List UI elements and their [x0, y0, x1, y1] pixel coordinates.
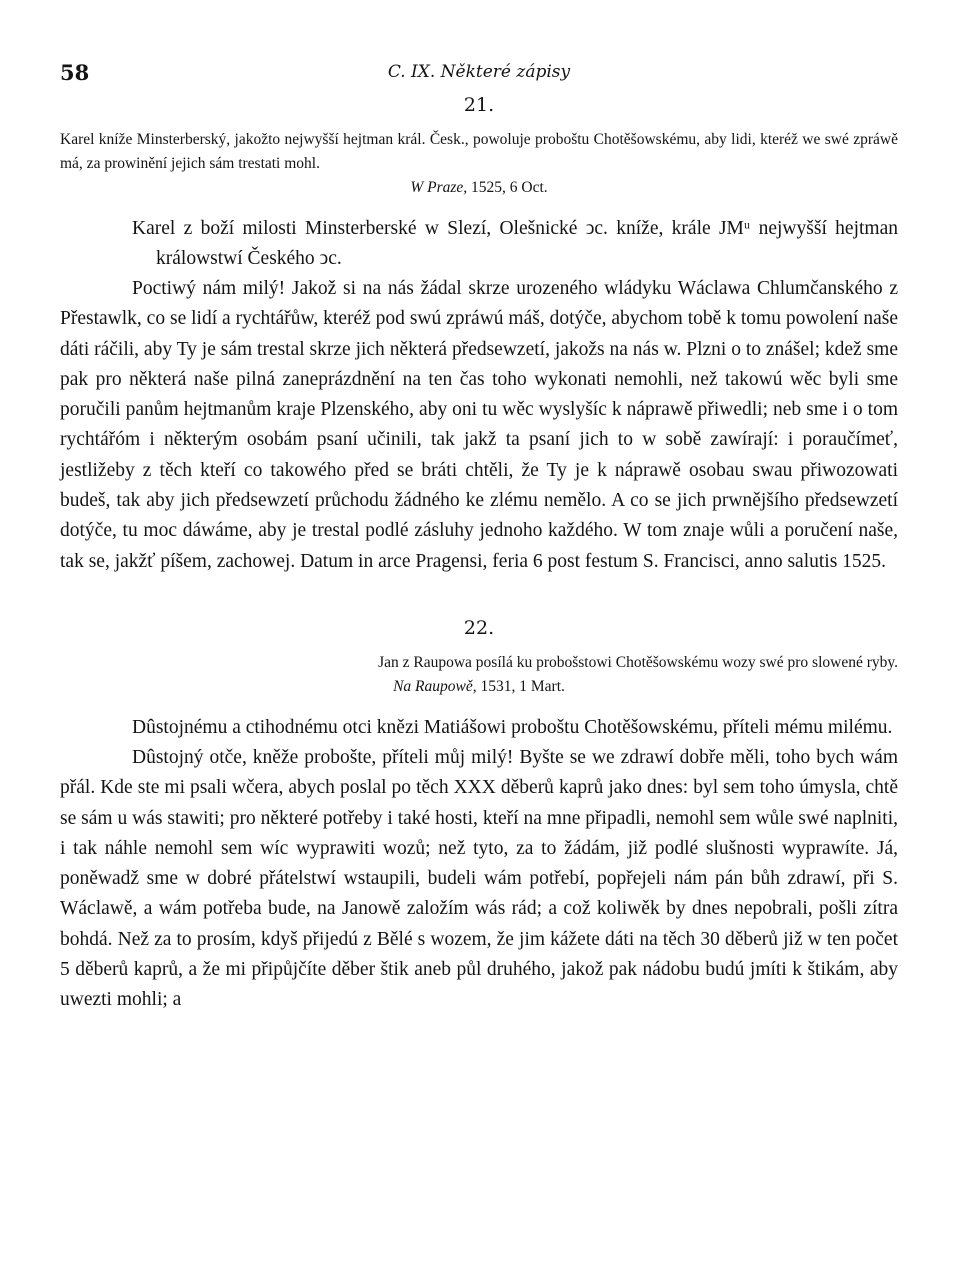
- document-dateline: [60, 176, 898, 200]
- date-place: W Praze,: [410, 179, 468, 196]
- document-summary: Jan z Raupowa posílá ku probošstowi Chotěšowskému wozy swé pro slowené ryby.: [378, 653, 898, 671]
- document-address: Karel z boží milosti Minsterberské w Slezí, Olešnické ͻc. kníže, krále JMᵘ nejwyšší hejtman králowstwí Českého ͻc.: [132, 218, 898, 269]
- document-dateline: [60, 675, 898, 699]
- document-number: 21.: [463, 94, 495, 116]
- document-body: Poctiwý nám milý! Jakož si na nás žádal skrze urozeného wládyku Wáclawa Chlumčanského z Přestawlk, co se lidí a rychtářůw, kteréž pod swú zpráwú máš, dotýče, abychom tobě k tomu powolení naše dáti ráčili, aby Ty je sám trestal skrze jich některá předsewzetí, jakožs na nás w. Plzni o to znášel; kdež sme pak pro některá naše pilná zaneprázdnění na ten čas toho wykonati nemohli, než takowú wěc byli sme poručili panům hejtmanům kraje Plzenského, aby oni tu wěc wyslyšíc k náprawě přiwedli; neb sme i o tom rychtářóm i některým osobám psaní učinili, tak jakž ta psaní jich to w sobě zawírají: i poraučímeť, jestližeby z těch kteří co takowého před se bráti chtěli, že Ty je k náprawě osobau swau přiwozowati budeš, tak aby jich předsewzetí průchodu žádného ke zlému nemělo. A co se jich prwnějšího předsewzetí dotýče, tu moc dáwáme, aby je trestal podlé zásluhy jednoho každého. W tom znaje wůli a poručení naše, tak se, jakžť píšem, zachowej. Datum in arce Pragensi, feria 6 post festum S. Francisci, anno salutis 1525.: [60, 278, 898, 572]
- page: [60, 58, 898, 1016]
- date-place: Na Raupowě,: [393, 677, 477, 695]
- document-21: [60, 94, 898, 577]
- document-22: [60, 617, 898, 1016]
- date-rest: 1525, 6 Oct.: [471, 179, 548, 196]
- document-address: Dûstojnému a ctihodnému otci knězi Matiášowi proboštu Chotěšowskému, příteli mému milému.: [132, 716, 893, 738]
- page-number: 58: [60, 60, 90, 85]
- section-gap: [60, 577, 898, 611]
- document-body: Dûstojný otče, kněže probošte, příteli můj milý! Byšte se we zdrawí dobře měli, toho bych wám přál. Kde ste mi psali wčera, abych poslal po těch XXX děberů kaprů jako dnes: byl sem toho úmysla, chtě se sám u wás stawiti; pro některé potřeby i také hosti, kteří na mne připadli, nemohl sem wůle swé naplniti, i tak náhle nemohl sem wíc wyprawiti wozů; než tyto, za to žádám, již podlé slušnosti wyprawíte. Já, poněwadž sme w dobré přátelstwí wstaupili, budeli wám potřebí, popřejeli nám pán bůh zdrawí, při S. Wáclawě, a wám potřeba bude, na Janowě založím wás rád; a což koliwěk by dnes nepobrali, pošli zítra bohdá. Než za to prosím, kdyš přijedú z Bělé s wozem, že jim kážete dáti na těch 30 děberů již w ten počet 5 děberů kaprů, a že mi připůjčíte děber štik aneb půl druhého, jakož pak nádobu budú jmíti k štikám, aby uwezti mohli; a: [60, 746, 898, 1011]
- document-number: 22.: [463, 616, 495, 639]
- page-header: [60, 58, 898, 88]
- date-rest: 1531, 1 Mart.: [480, 677, 565, 695]
- running-title: C. IX. Některé zápisy: [387, 62, 571, 82]
- document-summary: Karel kníže Minsterberský, jakožto nejwyšší hejtman král. Česk., powoluje proboštu Chotěšowskému, aby lidi, kteréž we swé zpráwě má, za prowinění jejich sám trestati mohl.: [60, 131, 898, 172]
